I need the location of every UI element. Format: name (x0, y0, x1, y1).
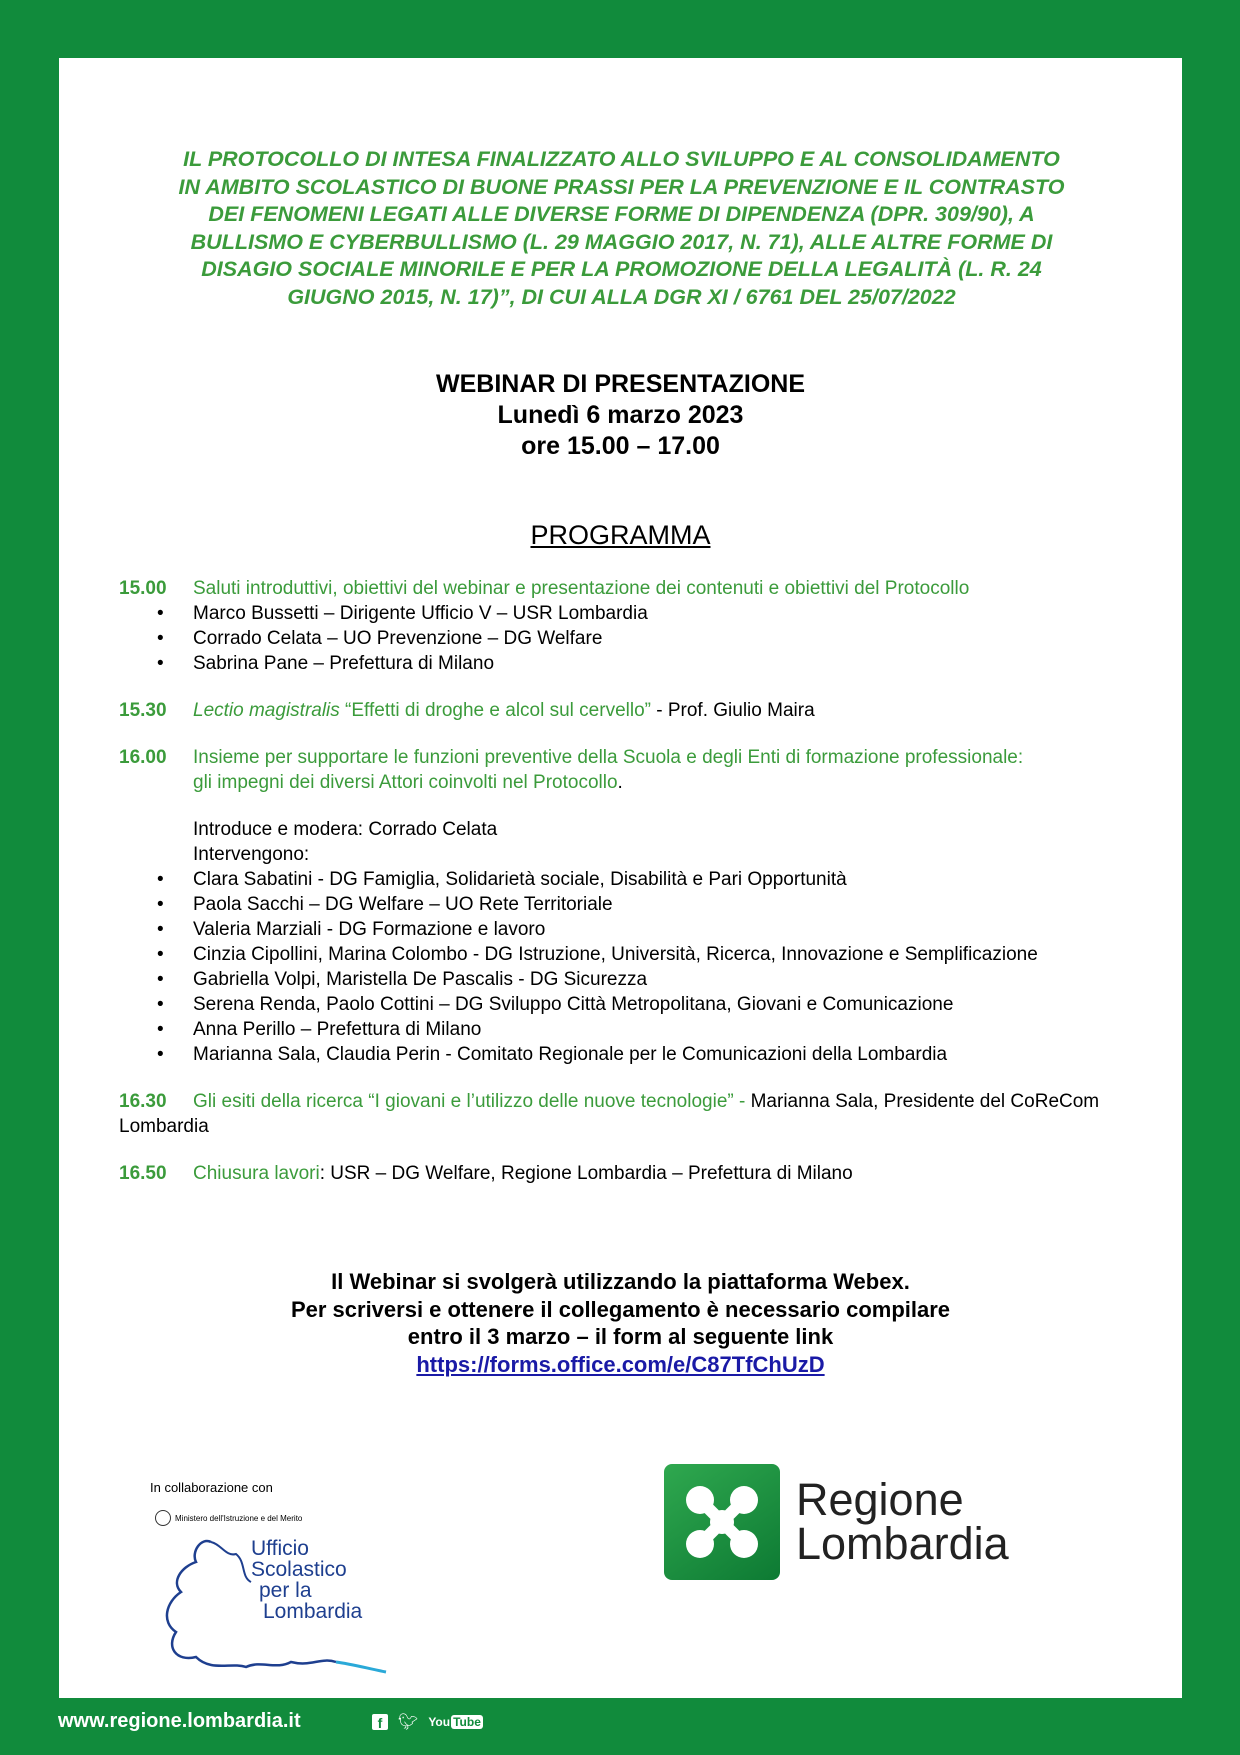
social-links (372, 1712, 483, 1732)
list-item: • Anna Perillo – Prefettura di Milano (119, 1017, 1159, 1042)
agenda-item: 16.00 Insieme per supportare le funzioni preventive della Scuola e degli Enti di formazione professionale: gli impegni dei diversi Attori coinvolti nel Protocollo. (119, 747, 1024, 793)
speaker-list (119, 601, 1159, 676)
agenda-item: 16.50 Chiusura lavori: USR – DG Welfare, Regione Lombardia – Prefettura di Milano (119, 1163, 853, 1184)
agenda-item: 16.30 Gli esiti della ricerca “I giovani e l’utilizzo delle nuove tecnologie” - Marianna Sala, Presidente del CoReCom Lombardia (119, 1091, 1100, 1137)
emblem-icon (155, 1510, 171, 1526)
agenda-item: 15.30 Lectio magistralis “Effetti di droghe e alcol sul cervello” - Prof. Giulio Maira (119, 700, 815, 721)
speaker-list (119, 867, 1159, 1067)
agenda-item: 15.00 Saluti introduttivi, obiettivi del webinar e presentazione dei contenuti e obiettivi del Protocollo (119, 578, 970, 599)
webinar-hours: ore 15.00 – 17.00 (521, 432, 720, 460)
list-item: • Cinzia Cipollini, Marina Colombo - DG Istruzione, Università, Ricerca, Innovazione e Semplificazione (119, 942, 1159, 967)
collaboration-label: In collaborazione con (150, 1480, 273, 1495)
list-item: • Paola Sacchi – DG Welfare – UO Rete Territoriale (119, 892, 1159, 917)
list-item: • Sabrina Pane – Prefettura di Milano (119, 651, 1159, 676)
list-item: • Valeria Marziali - DG Formazione e lavoro (119, 917, 1159, 942)
list-item: • Marianna Sala, Claudia Perin - Comitato Regionale per le Comunicazioni della Lombardia (119, 1042, 1159, 1067)
document-title: IL PROTOCOLLO DI INTESA FINALIZZATO ALLO SVILUPPO E AL CONSOLIDAMENTO IN AMBITO SCOLASTICO DI BUONE PRASSI PER LA PREVENZIONE E IL CONTRASTO DEI FENOMENI LEGATI ALLE DIVERSE FORME DI DIPENDENZA (DPR. 309/90), A BULLISMO E CYBERBULLISMO (L. 29 MAGGIO 2017, N. 71), ALLE ALTRE FORME DI DISAGIO SOCIALE MINORILE E PER LA PROMOZIONE DELLA LEGALITÀ (L. R. 24 GIUGNO 2015, N. 17)”, DI CUI ALLA DGR XI / 6761 DEL 25/07/2022 (178, 147, 1065, 309)
list-item: • Serena Renda, Paolo Cottini – DG Sviluppo Città Metropolitana, Giovani e Comunicazione (119, 992, 1159, 1017)
regione-lombardia-emblem-icon (664, 1464, 780, 1580)
intervengono-label: Intervengono: (193, 844, 310, 865)
footer-website[interactable]: www.regione.lombardia.it (58, 1710, 301, 1732)
list-item: • Marco Bussetti – Dirigente Ufficio V – USR Lombardia (119, 601, 1159, 626)
list-item: • Clara Sabatini - DG Famiglia, Solidarietà sociale, Disabilità e Pari Opportunità (119, 867, 1159, 892)
programma-heading: PROGRAMMA (530, 520, 711, 550)
agenda-time: 15.00 (119, 578, 167, 599)
agenda-time: 15.30 (119, 700, 167, 721)
webinar-title: WEBINAR DI PRESENTAZIONE (436, 370, 805, 398)
twitter-icon[interactable]: 🐦︎ (398, 1714, 419, 1731)
list-item: • Gabriella Volpi, Maristella De Pascalis - DG Sicurezza (119, 967, 1159, 992)
facebook-icon[interactable]: f (372, 1714, 388, 1730)
moderator-line: Introduce e modera: Corrado Celata (193, 819, 498, 840)
agenda-time: 16.50 (119, 1163, 167, 1184)
webinar-date: Lunedì 6 marzo 2023 (497, 401, 744, 429)
agenda-time: 16.00 (119, 747, 167, 768)
document-page (59, 58, 1182, 1698)
regione-lombardia-logo: Regione Lombardia (664, 1464, 1009, 1580)
agenda-time: 16.30 (119, 1091, 167, 1112)
registration-link[interactable]: https://forms.office.com/e/C87TfChUzD (416, 1351, 825, 1377)
list-item: • Corrado Celata – UO Prevenzione – DG Welfare (119, 626, 1159, 651)
youtube-icon[interactable]: You Tube (428, 1715, 481, 1729)
webinar-heading (59, 369, 1182, 462)
registration-info: Il Webinar si svolgerà utilizzando la piattaforma Webex. Per scriversi e ottenere il collegamento è necessario compilare entro il 3 marzo – il form al seguente link https://forms.office.com/e/C87TfChUzD (290, 1269, 951, 1377)
usr-lombardia-logo: Ministero dell'Istruzione e del Merito Ufficio Scolastico per la Lombardia (139, 1506, 399, 1696)
agenda (119, 576, 1159, 1186)
